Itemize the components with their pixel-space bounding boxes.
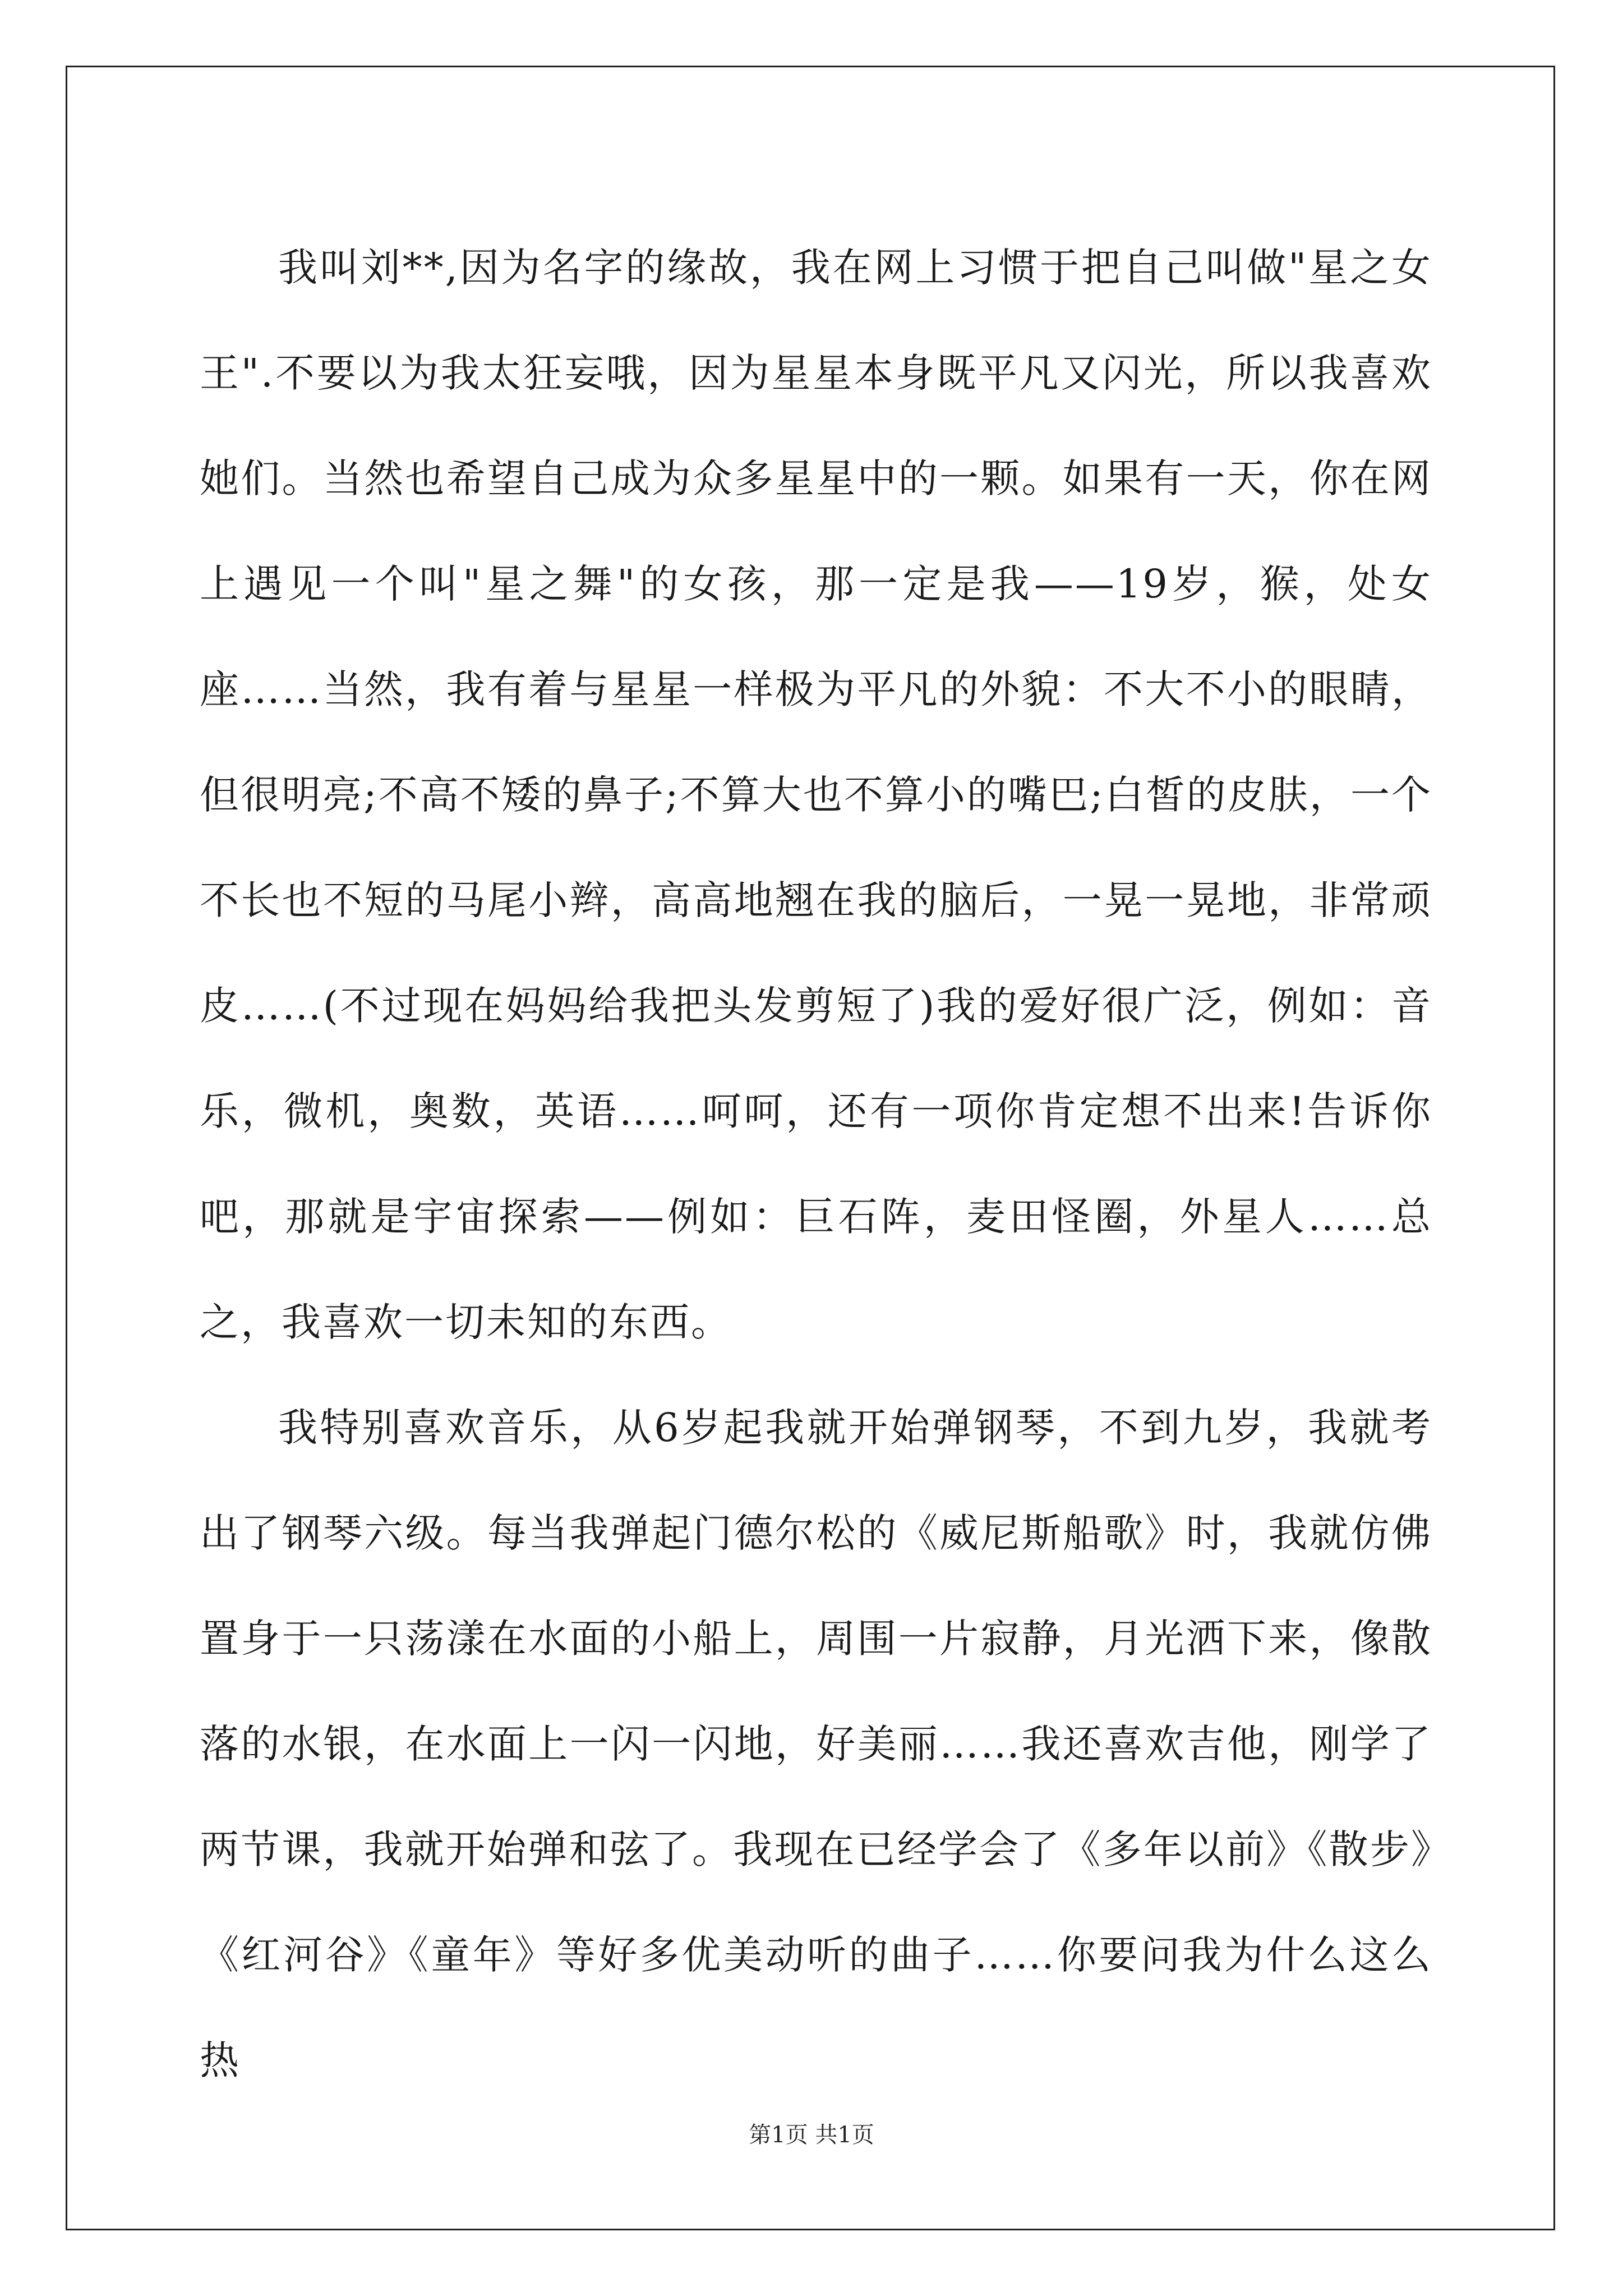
document-body bbox=[200, 215, 1432, 2113]
page-footer: 第1页 共1页 bbox=[749, 2122, 874, 2148]
paragraph-2: 我特别喜欢音乐，从6岁起我就开始弹钢琴，不到九岁，我就考出了钢琴六级。每当我弹起门德尔松的《威尼斯船歌》时，我就仿佛置身于一只荡漾在水面的小船上，周围一片寂静，月光洒下来，像散落的水银，在水面上一闪一闪地，好美丽……我还喜欢吉他，刚学了两节课，我就开始弹和弦了。我现在已经学会了《多年以前》《散步》《红河谷》《童年》等好多优美动听的曲子……你要问我为什么这么热 bbox=[200, 1405, 1432, 2083]
paragraph-1: 我叫刘**,因为名字的缘故，我在网上习惯于把自己叫做"星之女王".不要以为我太狂妄哦，因为星星本身既平凡又闪光，所以我喜欢她们。当然也希望自己成为众多星星中的一颗。如果有一天，你在网上遇见一个叫"星之舞"的女孩，那一定是我——19岁，猴，处女座……当然，我有着与星星一样极为平凡的外貌：不大不小的眼睛，但很明亮;不高不矮的鼻子;不算大也不算小的嘴巴;白皙的皮肤，一个不长也不短的马尾小辫，高高地翘在我的脑后，一晃一晃地，非常顽皮……(不过现在妈妈给我把头发剪短了)我的爱好很广泛，例如：音乐，微机，奥数，英语……呵呵，还有一项你肯定想不出来!告诉你吧，那就是宇宙探索——例如：巨石阵，麦田怪圈，外星人……总之，我喜欢一切未知的东西。 bbox=[200, 245, 1432, 1345]
